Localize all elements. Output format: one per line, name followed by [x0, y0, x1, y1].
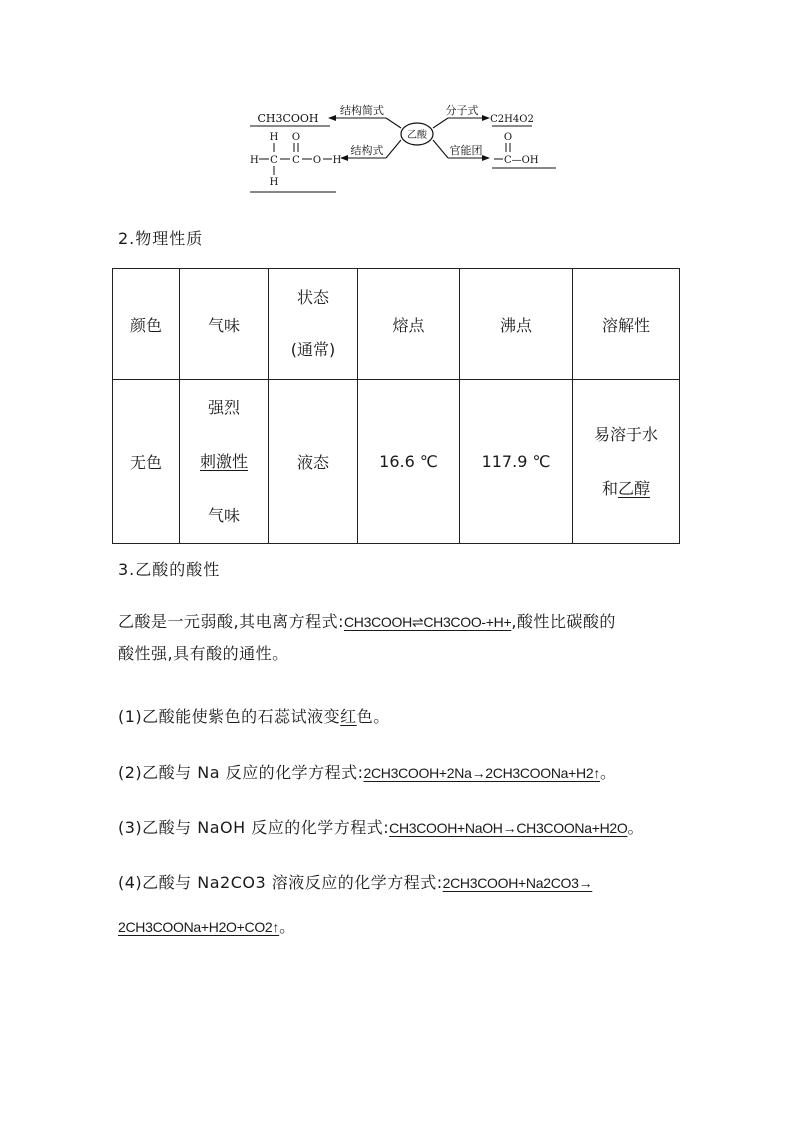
label-structural-formula: 结构式	[350, 144, 384, 157]
item-na2co3-reaction: (4)乙酸与 Na2CO3 溶液反应的化学方程式:2CH3COOH+Na2CO3→ 2CH3COONa+H2O+CO2↑。	[118, 873, 593, 936]
cell-state: 液态	[269, 380, 358, 544]
section-heading-acidity: 3.乙酸的酸性	[118, 560, 221, 579]
svg-text:C—OH: C—OH	[504, 155, 539, 166]
equation-naoh: CH3COOH+NaOH→CH3COONa+H2O	[389, 820, 628, 836]
table-header-row	[113, 269, 680, 380]
svg-text:O: O	[503, 132, 513, 143]
label-functional-group: 官能团	[449, 144, 483, 157]
header-state: 状态 (通常)	[269, 269, 358, 380]
header-melting-point: 熔点	[358, 269, 460, 380]
center-label: 乙酸	[407, 130, 427, 141]
item-naoh-reaction: (3)乙酸与 NaOH 反应的化学方程式:CH3COOH+NaOH→CH3COONa+H2O。	[118, 818, 644, 837]
item-sodium-reaction: (2)乙酸与 Na 反应的化学方程式:2CH3COOH+2Na→2CH3COONa+H2↑。	[118, 763, 617, 782]
cell-melting-point: 16.6 ℃	[358, 380, 460, 544]
cell-boiling-point: 117.9 ℃	[460, 380, 573, 544]
cell-solubility: 易溶于水 和乙醇	[573, 380, 680, 544]
cell-color: 无色	[113, 380, 180, 544]
paragraph-ionization: 乙酸是一元弱酸,其电离方程式:CH3COOH⇌CH3COO-+H+,酸性比碳酸的 酸性强,具有酸的通性。	[118, 612, 616, 663]
header-odor: 气味	[180, 269, 269, 380]
equation-na2co3-line1: 2CH3COOH+Na2CO3→	[442, 875, 593, 891]
label-molecular-formula: 分子式	[445, 104, 479, 117]
functional-group-cooh	[494, 132, 539, 166]
svg-text:O: O	[291, 132, 301, 143]
structural-formula	[250, 132, 342, 188]
value-ch3cooh: CH3COOH	[257, 112, 319, 125]
acetic-acid-structure-diagram	[240, 96, 560, 200]
svg-text:H: H	[269, 132, 279, 143]
cell-odor: 强烈 刺激性 气味	[180, 380, 269, 544]
ionization-equation: CH3COOH⇌CH3COO-+H+	[343, 614, 512, 630]
header-color: 颜色	[113, 269, 180, 380]
section-heading-physical-properties: 2.物理性质	[118, 229, 204, 248]
svg-text:O: O	[312, 155, 322, 166]
value-c2h4o2: C2H4O2	[490, 114, 534, 125]
equation-na2co3-line2: 2CH3COONa+H2O+CO2↑	[118, 919, 280, 935]
header-solubility: 溶解性	[573, 269, 680, 380]
physical-properties-table	[112, 268, 680, 544]
svg-text:C: C	[270, 155, 278, 166]
svg-text:H: H	[250, 155, 259, 166]
header-boiling-point: 沸点	[460, 269, 573, 380]
equation-na: 2CH3COOH+2Na→2CH3COONa+H2↑	[363, 765, 601, 781]
svg-text:C: C	[292, 155, 300, 166]
svg-text:H: H	[269, 177, 279, 188]
svg-text:H: H	[332, 155, 342, 166]
label-structural-short: 结构简式	[340, 104, 384, 117]
item-litmus: (1)乙酸能使紫色的石蕊试液变红色。	[118, 707, 390, 726]
table-row	[113, 380, 680, 544]
